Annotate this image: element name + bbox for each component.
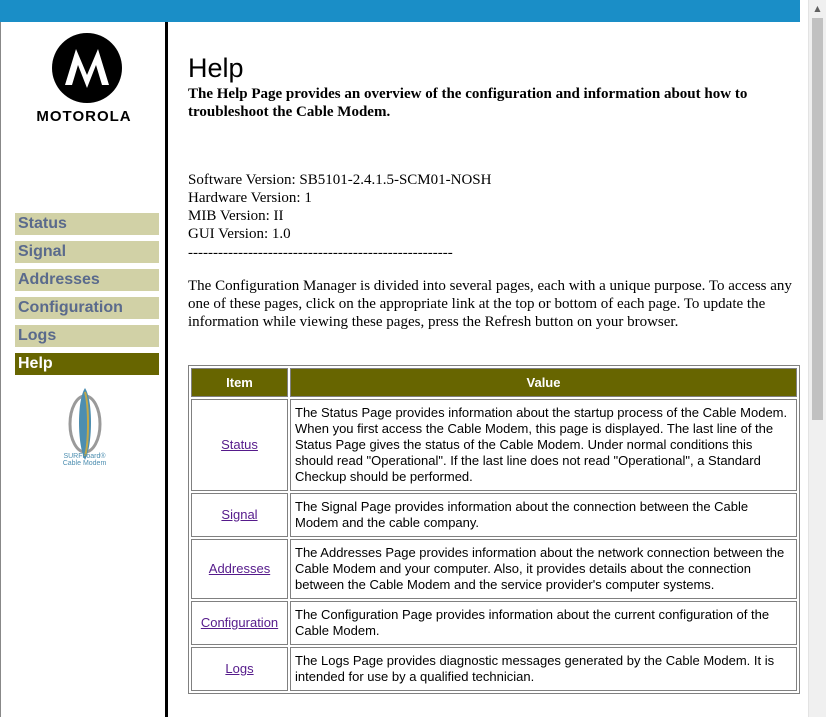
item-cell: [191, 493, 288, 537]
surfboard-subtitle: Cable Modem: [62, 460, 107, 467]
table-row: [191, 539, 797, 599]
nav-help[interactable]: Help: [15, 353, 159, 375]
item-cell: [191, 647, 288, 691]
column-header-value: Value: [290, 368, 797, 397]
motorola-logo-icon: [52, 33, 122, 103]
logs-link[interactable]: Logs: [225, 661, 254, 676]
description-text: The Configuration Manager is divided into several pages, each with a unique purpose. To access any one of these pages, click on the appropriate link at the top or bottom of each page. To update the information while viewing these pages, press the Refresh button on your browser.: [188, 278, 792, 330]
value-cell: The Addresses Page provides information about the network connection between the Cable Modem and your computer. Also, it provides details about the connection between the Cable Modem and the service provider's computer systems.: [290, 539, 797, 599]
intro-text: The Help Page provides an overview of the configuration and information about how to troubleshoot the Cable Modem.: [188, 86, 748, 120]
item-cell: [191, 601, 288, 645]
signal-link[interactable]: Signal: [221, 507, 258, 522]
value-cell: The Logs Page provides diagnostic messages generated by the Cable Modem. It is intended for use by a qualified technician.: [290, 647, 797, 691]
sidebar: [1, 22, 165, 717]
table-row: [191, 493, 797, 537]
table-row: [191, 601, 797, 645]
nav-addresses[interactable]: Addresses: [15, 269, 159, 291]
page-title: Help: [188, 53, 244, 83]
nav-status[interactable]: Status: [15, 213, 159, 235]
table-row: [191, 399, 797, 491]
value-cell: The Configuration Page provides information about the current configuration of the Cable Modem.: [290, 601, 797, 645]
column-header-item: Item: [191, 368, 288, 397]
motorola-wordmark: MOTOROLA: [36, 108, 132, 125]
vertical-scrollbar[interactable]: [808, 0, 826, 717]
value-cell: The Status Page provides information about the startup process of the Cable Modem. When you first access the Cable Modem, this page is displayed. The last line of the Status Page gives the status of the Cable Modem. Under normal conditions this should read "Operational". If the last line does not read "Operational", a Standard Checkup should be performed.: [290, 399, 797, 491]
scroll-up-arrow-icon[interactable]: ▲: [814, 4, 821, 13]
addresses-link[interactable]: Addresses: [208, 561, 271, 576]
surfboard-brand: SURFboard®: [63, 453, 106, 460]
nav-signal[interactable]: Signal: [15, 241, 159, 263]
value-cell: The Signal Page provides information about the connection between the Cable Modem and the cable company.: [290, 493, 797, 537]
software-version: Software Version: SB5101-2.4.1.5-SCM01-NOSH: [188, 172, 492, 188]
item-cell: [191, 539, 288, 599]
scrollbar-thumb[interactable]: [812, 18, 823, 420]
hardware-version: Hardware Version: 1: [188, 190, 312, 206]
version-info: [188, 171, 491, 243]
top-bar: [0, 0, 800, 22]
item-cell: [191, 399, 288, 491]
configuration-link[interactable]: Configuration: [200, 615, 279, 630]
mib-version: MIB Version: II: [188, 208, 284, 224]
help-table: [188, 365, 800, 694]
gui-version: GUI Version: 1.0: [188, 226, 291, 242]
table-header-row: [191, 368, 797, 397]
surfboard-text: [47, 453, 122, 467]
separator-line: -----------------------------------------------------: [188, 245, 453, 261]
table-row: [191, 647, 797, 691]
nav-logs[interactable]: Logs: [15, 325, 159, 347]
nav-configuration[interactable]: Configuration: [15, 297, 159, 319]
status-link[interactable]: Status: [221, 437, 258, 452]
sidebar-divider: [165, 22, 168, 717]
